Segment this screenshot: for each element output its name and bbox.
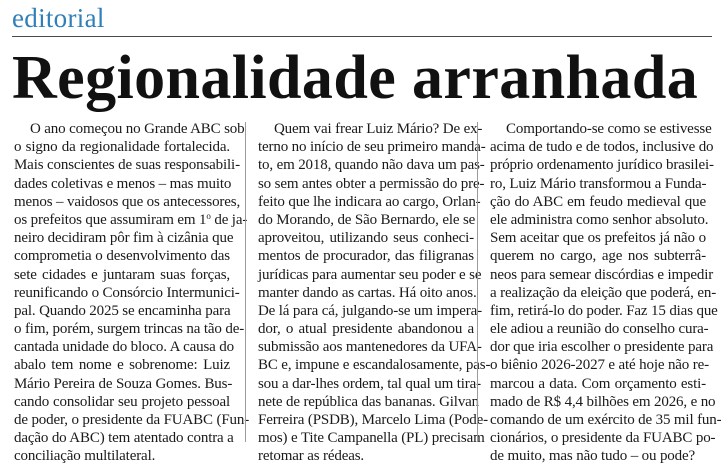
text-line: to, em 2018, quando não dava um pas- [258,157,485,174]
text-line: BC e, impune e escandalosamente, pas- [258,357,491,374]
text-line: Quem vai frear Luiz Mário? De ex- [274,121,483,137]
text-line: Sem aceitar que os prefeitos já não o [490,230,706,247]
text-line: terno no início de seu primeiro manda- [258,139,486,156]
headline: Regionalidade arranhada [12,44,699,112]
ordinal-indicator: o [206,210,211,221]
text-line: manter dando as cartas. Há oito anos. [258,284,477,301]
text-line: de poder, o presidente da FUABC (Fun- [14,412,250,428]
text-line: dor, o atual presidente abandonou a [258,321,474,338]
text-line: acima de tudo e de todos, inclusive do [490,139,714,156]
text-line: menos – vaidosos que os antecessores, [14,193,241,210]
text-line: a realização da eleição que poderá, en- [490,284,717,301]
text-line: Mais conscientes de suas responsabili- [14,157,240,174]
section-label: editorial [12,3,105,33]
text-line: mentos de procurador, das filigranas [258,248,474,265]
text-line: ro, Luiz Mário transformou a Funda- [490,175,707,192]
text-column-3 [490,120,721,466]
text-line: mado de R$ 4,4 bilhões em 2026, e no [490,393,716,410]
text-line: Ferreira (PSDB), Marcelo Lima (Pode- [258,412,488,428]
text-line: querem no cargo, age nos subterrâ- [490,248,706,265]
text-line: dação do ABC) tem atentado contra a [14,430,234,447]
text-line: nete de república das bananas. Gilvan [258,393,480,410]
text-line: submissão aos mantenedores da UFA- [258,339,482,356]
text-line: o biênio 2026-2027 e até hoje não re- [490,357,709,374]
section-divider [12,36,712,37]
text-line: so sem antes obter a permissão do pre- [258,175,485,192]
text-line: Mário Pereira de Souza Gomes. Bus- [14,375,233,392]
text-line: fim, retirá-lo do poder. Faz 15 dias que [490,302,718,319]
text-line: ele adiou a reunião do conselho cura- [490,321,709,338]
text-line: cantada unidade do bloco. A causa do [14,339,234,356]
text-line: sete cidades e juntaram suas forças, [14,266,230,283]
text-line: comando de um exército de 35 mil fun- [490,412,721,428]
text-line: neos para semear discórdias e impedir [490,266,714,283]
text-line: cionários, o presidente da FUABC po- [490,430,716,447]
text-line: neiro decidiram pôr fim à cizânia que [14,230,234,247]
text-line: de muito, mas não tudo – ou pode? [490,448,696,465]
article-body [12,120,721,465]
text-line: dades coletivas e menos – mas muito [14,175,232,192]
text-line: do Morando, de São Bernardo, ele se [258,211,476,228]
text-line: Comportando-se como se estivesse [506,121,712,137]
column-divider [477,122,478,442]
text-line: mos) e Tite Campanella (PL) precisam [258,430,485,447]
text-column-1 [14,120,250,466]
text-line: feito que lhe indicara ao cargo, Orlan- [258,193,481,210]
text-line: O ano começou no Grande ABC sob [30,121,245,137]
text-line: pal. Quando 2025 se encaminha para [14,302,231,319]
text-line: ele administra como senhor absoluto. [490,211,709,228]
text-line: conciliação multilateral. [14,448,156,465]
column-divider [245,122,246,442]
text-line: ção do ABC em feudo medieval que [490,193,706,210]
text-line: o signo da regionalidade fortalecida. [14,139,230,156]
text-line: comprometia o desenvolvimento das [14,248,230,265]
text-line: jurídicas para aumentar seu poder e se [258,266,482,283]
text-line: sou a dar-lhes ordem, tal qual um tira- [258,375,481,392]
text-line: retomar as rédeas. [258,448,364,465]
text-line: cando consolidar seu projeto pessoal [14,393,230,410]
text-column-2 [258,120,491,466]
text-line: abalo tem nome e sobrenome: Luiz [14,357,230,374]
text-line: o fim, porém, surgem trincas na tão de- [14,321,245,338]
text-line: reunificando o Consórcio Intermunici- [14,284,240,301]
text-line: dor que iria escolher o presidente para [490,339,714,356]
text-line: aproveitou, utilizando seus conheci- [258,230,474,247]
text-line: De lá para cá, julgando-se um impera- [258,302,482,319]
text-line: próprio ordenamento jurídico brasilei- [490,157,714,174]
text-line: os prefeitos que assumiram em 1$^o$ de ja- [14,210,248,228]
text-line: marcou a data. Com orçamento esti- [490,375,706,392]
